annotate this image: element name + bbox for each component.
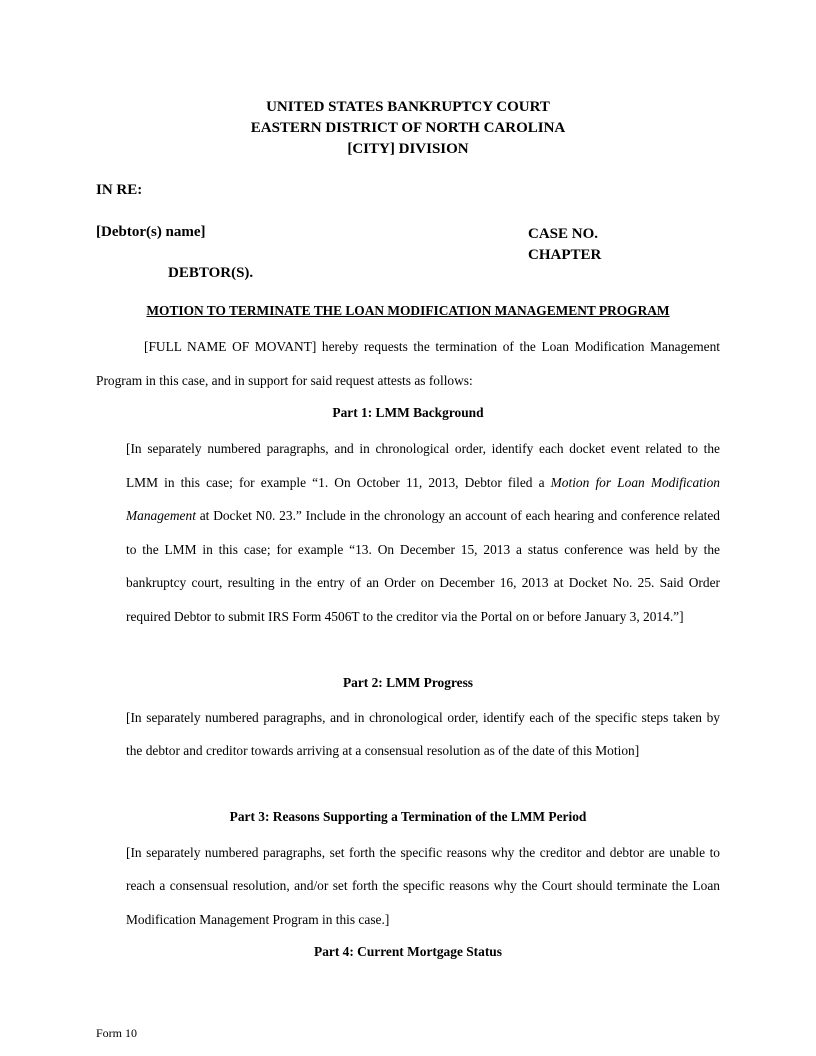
part2-paragraph: [In separately numbered paragraphs, and in chronological order, identify each of the specific steps taken by the debtor and creditor towards arriving at a consensual resolution as of the date of this Motion] bbox=[126, 710, 720, 759]
form-footer: Form 10 bbox=[96, 1026, 138, 1040]
court-division: [CITY] DIVISION bbox=[347, 141, 469, 157]
court-header bbox=[0, 97, 816, 160]
part3-paragraph: [In separately numbered paragraphs, set forth the specific reasons why the creditor and debtor are unable to reach a consensual resolution, and/or set forth the specific reasons why the Court should terminate the Loan Modification Management Program in this case.] bbox=[126, 845, 720, 927]
part4-heading: Part 4: Current Mortgage Status bbox=[314, 944, 502, 959]
debtors-label: DEBTOR(S). bbox=[168, 265, 254, 281]
intro-paragraph: [FULL NAME OF MOVANT] hereby requests the termination of the Loan Modification Management Program in this case, and in support for said request attests as follows: bbox=[96, 339, 720, 388]
part2-heading: Part 2: LMM Progress bbox=[342, 675, 474, 690]
chapter-label: CHAPTER bbox=[528, 247, 602, 263]
court-district: EASTERN DISTRICT OF NORTH CAROLINA bbox=[250, 120, 566, 136]
in-re-label: IN RE: bbox=[96, 182, 143, 198]
part1-paragraph bbox=[126, 432, 720, 634]
case-number-label: CASE NO. bbox=[528, 226, 599, 242]
part1-text-start: [In separately numbered paragraphs, and in chronological order, identify each docket event related to the LMM in this case; for example “1. On October 11, 2013, Debtor filed a bbox=[126, 441, 720, 490]
case-info bbox=[528, 224, 601, 266]
part1-heading: Part 1: LMM Background bbox=[332, 405, 484, 420]
part1-motion-name: Motion for Loan Modification Management bbox=[126, 474, 721, 524]
court-name: UNITED STATES BANKRUPTCY COURT bbox=[266, 99, 550, 115]
part1-text-end: at Docket N0. 23.” Include in the chronology an account of each hearing and conference related to the LMM in this case; for example “13. On December 15, 2013 a status conference was held by the bankruptcy court, resulting in the entry of an Order on December 16, 2013 at Docket No. 25. Said Order required Debtor to submit IRS Form 4506T to the creditor via the Portal on or before January 3, 2014.”] bbox=[126, 508, 720, 624]
part3-heading: Part 3: Reasons Supporting a Termination of the LMM Period bbox=[229, 809, 587, 824]
motion-title: MOTION TO TERMINATE THE LOAN MODIFICATION MANAGEMENT PROGRAM bbox=[146, 303, 670, 318]
debtor-name: [Debtor(s) name] bbox=[96, 224, 206, 240]
